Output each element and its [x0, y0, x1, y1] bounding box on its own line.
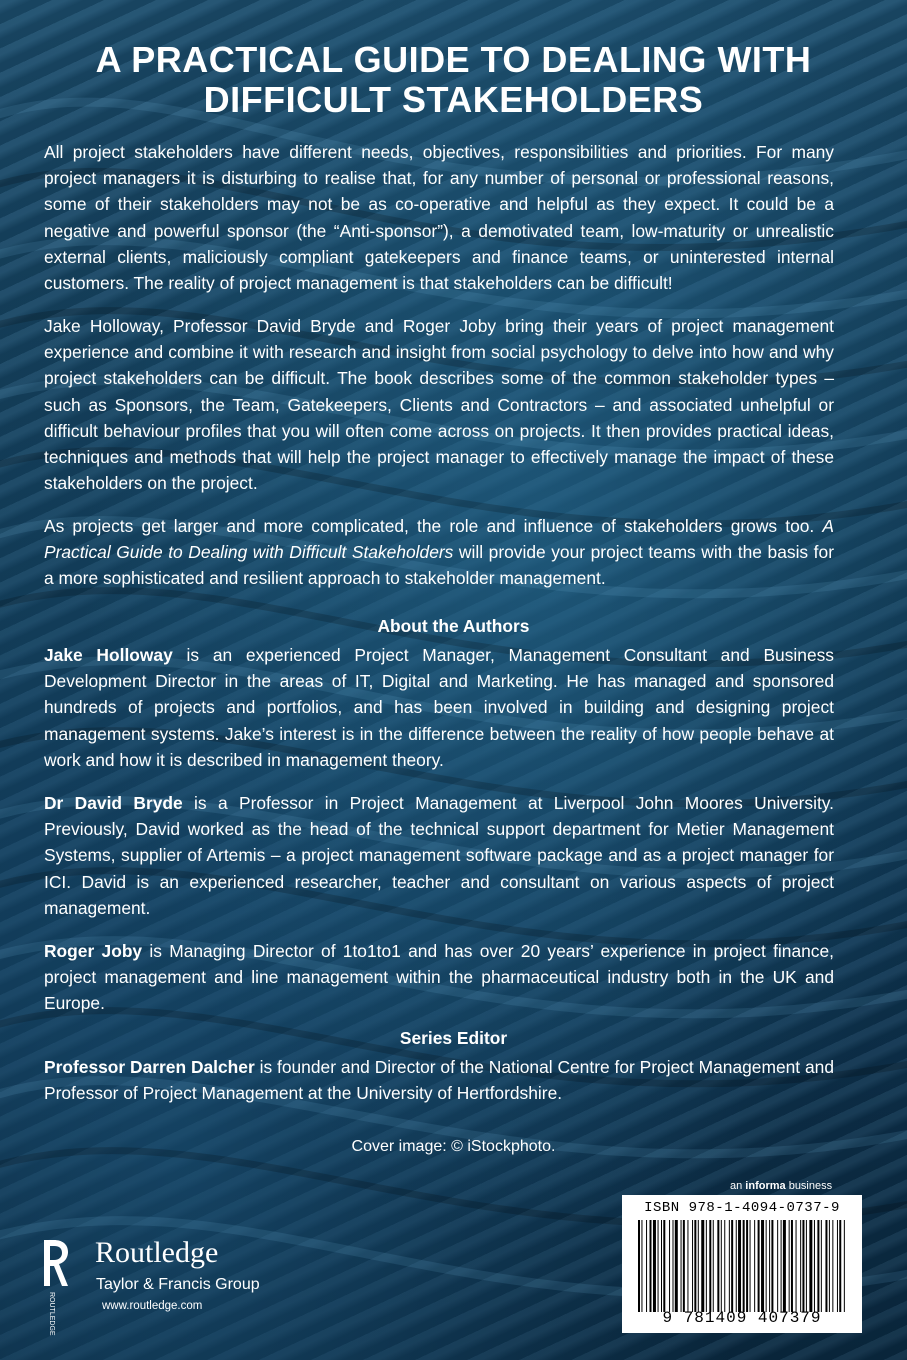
author-bio-bryde	[44, 790, 834, 921]
barcode-bar	[789, 1220, 790, 1312]
publisher-group: Taylor & Francis Group	[96, 1276, 260, 1293]
book-title-italic: A Practical Guide to Dealing with Difficult Stakeholders	[44, 516, 834, 563]
barcode-bar	[706, 1220, 707, 1312]
barcode-bar	[754, 1220, 755, 1312]
barcode-bar	[832, 1220, 833, 1312]
barcode-bar	[829, 1220, 830, 1312]
book-title	[0, 40, 907, 120]
barcode-bar	[783, 1220, 786, 1312]
barcode-bar	[729, 1220, 730, 1312]
barcode-bar	[766, 1220, 767, 1312]
blurb-paragraph-1: All project stakeholders have different needs, objectives, responsibilities and priorities. For many project managers it is disturbing to realise that, for any number of personal or professional reasons, some of their stakeholders may not be as co-operative and helpful as they expect. It could be a negative and powerful sponsor (the “Anti-sponsor”), a demotivated team, low-maturity or unrealistic external clients, maliciously compliant gatekeepers and finance teams, or uninterested internal customers. The reality of project management is that stakeholders can be difficult!	[44, 142, 834, 294]
barcode-bar	[694, 1220, 696, 1312]
barcode-bar	[800, 1220, 801, 1312]
barcode-bar	[650, 1220, 652, 1312]
blurb-paragraph-3	[44, 513, 834, 592]
barcode-bar	[673, 1220, 674, 1312]
barcode-bar	[687, 1220, 688, 1312]
barcode-bar	[661, 1220, 662, 1312]
barcode-digits: 9 781409 407379	[662, 1309, 822, 1327]
barcode-bar	[709, 1220, 711, 1312]
cover-image-credit: Cover image: © iStockphoto.	[351, 1138, 556, 1155]
barcode-bar	[746, 1220, 748, 1312]
barcode-bar	[825, 1220, 827, 1312]
barcode-bar	[817, 1220, 819, 1312]
title-line-1: A PRACTICAL GUIDE TO DEALING WITH	[95, 39, 812, 80]
barcode-bar	[743, 1220, 745, 1312]
barcode-bar	[653, 1220, 656, 1312]
barcode-bar	[802, 1220, 804, 1312]
barcode-bar	[721, 1220, 722, 1312]
author-description: is Managing Director of 1to1to1 and has over 20 years’ experience in project finance, project management and line management within the pharmaceutical industry both in the UK and Europe.	[44, 941, 834, 1014]
author-description: is an experienced Project Manager, Management Consultant and Business Development Director in the areas of IT, Digital and Marketing. He has managed and sponsored hundreds of projects and portfolios, and has been involved in building and designing project management systems. Jake’s interest is in the difference between the reality of how people behave at work and how it is described in management theory.	[44, 645, 835, 770]
routledge-vertical-mark: ROUTLEDGE	[48, 1292, 55, 1336]
barcode-bar	[724, 1220, 725, 1312]
barcode-bar	[669, 1220, 670, 1312]
about-authors-heading: About the Authors	[377, 616, 530, 636]
blurb-p3-start: As projects get larger and more complicated, the role and influence of stakeholders grows too.	[44, 516, 823, 536]
series-editor-bio	[44, 1054, 834, 1106]
barcode-bar	[769, 1220, 770, 1312]
author-bio-holloway	[44, 642, 834, 773]
editor-name: Professor Darren Dalcher	[44, 1057, 255, 1077]
barcode-bars	[636, 1220, 850, 1312]
barcode-bar	[796, 1220, 797, 1312]
barcode-bar	[738, 1220, 741, 1312]
barcode-bar	[638, 1220, 640, 1312]
barcode-bar	[683, 1220, 685, 1312]
barcode-bar	[698, 1220, 699, 1312]
blurb-p3-end: will provide your project teams with the basis for a more sophisticated and resilient approach to stakeholder management.	[44, 542, 834, 589]
barcode-bar	[641, 1220, 642, 1312]
barcode-bar	[771, 1220, 773, 1312]
informa-business-tag: an informa business	[730, 1180, 833, 1192]
barcode-bar	[646, 1220, 647, 1312]
barcode-bar	[814, 1220, 815, 1312]
barcode-bar	[791, 1220, 793, 1312]
barcode-bar	[750, 1220, 751, 1312]
barcode-bar	[717, 1220, 719, 1312]
barcode-bar	[781, 1220, 782, 1312]
isbn-barcode	[622, 1195, 862, 1333]
barcode-bar	[809, 1220, 812, 1312]
barcode-bar	[713, 1220, 714, 1312]
author-bio-joby	[44, 938, 834, 1017]
barcode-bar	[658, 1220, 659, 1312]
barcode-bar	[758, 1220, 760, 1312]
barcode-bar	[701, 1220, 704, 1312]
barcode-bar	[681, 1220, 682, 1312]
editor-description: is founder and Director of the National Centre for Project Management and Professor of Project Management at the University of Hertfordshire.	[44, 1057, 834, 1104]
barcode-bar	[736, 1220, 737, 1312]
barcode-bar	[663, 1220, 665, 1312]
informa-wordmark: informa	[745, 1180, 786, 1192]
barcode-bar	[806, 1220, 807, 1312]
title-line-2: DIFFICULT STAKEHOLDERS	[203, 79, 704, 120]
routledge-r-icon	[40, 1232, 70, 1336]
author-description: is a Professor in Project Management at Liverpool John Moores University. Previously, David worked as the head of the technical support department for Metier Management Systems, supplier of Artemis – a project management software package and as a project manager for ICI. David is an experienced researcher, teacher and consultant on various aspects of project management.	[44, 793, 835, 918]
publisher-url: www.routledge.com	[102, 1300, 203, 1312]
author-name: Dr David Bryde	[44, 793, 183, 813]
publisher-logo	[40, 1232, 300, 1336]
barcode-bar	[675, 1220, 678, 1312]
series-editor-heading: Series Editor	[399, 1028, 508, 1048]
barcode-bar	[692, 1220, 693, 1312]
barcode-bar	[839, 1220, 841, 1312]
barcode-bar	[837, 1220, 838, 1312]
blurb-paragraph-2: Jake Holloway, Professor David Bryde and Roger Joby bring their years of project management experience and combine it with research and insight from social psychology to delve into how and why project stakeholders can be difficult. The book describes some of the common stakeholder types – such as Sponsors, the Team, Gatekeepers, Clients and Contractors – and associated unhelpful or difficult behaviour profiles that you will often come across on projects. It then provides practical ideas, techniques and methods that will help the project manager to effectively manage the impact of these stakeholders on the project.	[44, 316, 834, 494]
author-name: Roger Joby	[44, 941, 143, 961]
isbn-label: ISBN 978-1-4094-0737-9	[644, 1200, 840, 1216]
barcode-bar	[731, 1220, 733, 1312]
barcode-bar	[761, 1220, 764, 1312]
author-name: Jake Holloway	[44, 645, 173, 665]
barcode-bar	[777, 1220, 778, 1312]
publisher-name: Routledge	[95, 1236, 219, 1269]
barcode-bar	[844, 1220, 845, 1312]
barcode-bar	[821, 1220, 822, 1312]
